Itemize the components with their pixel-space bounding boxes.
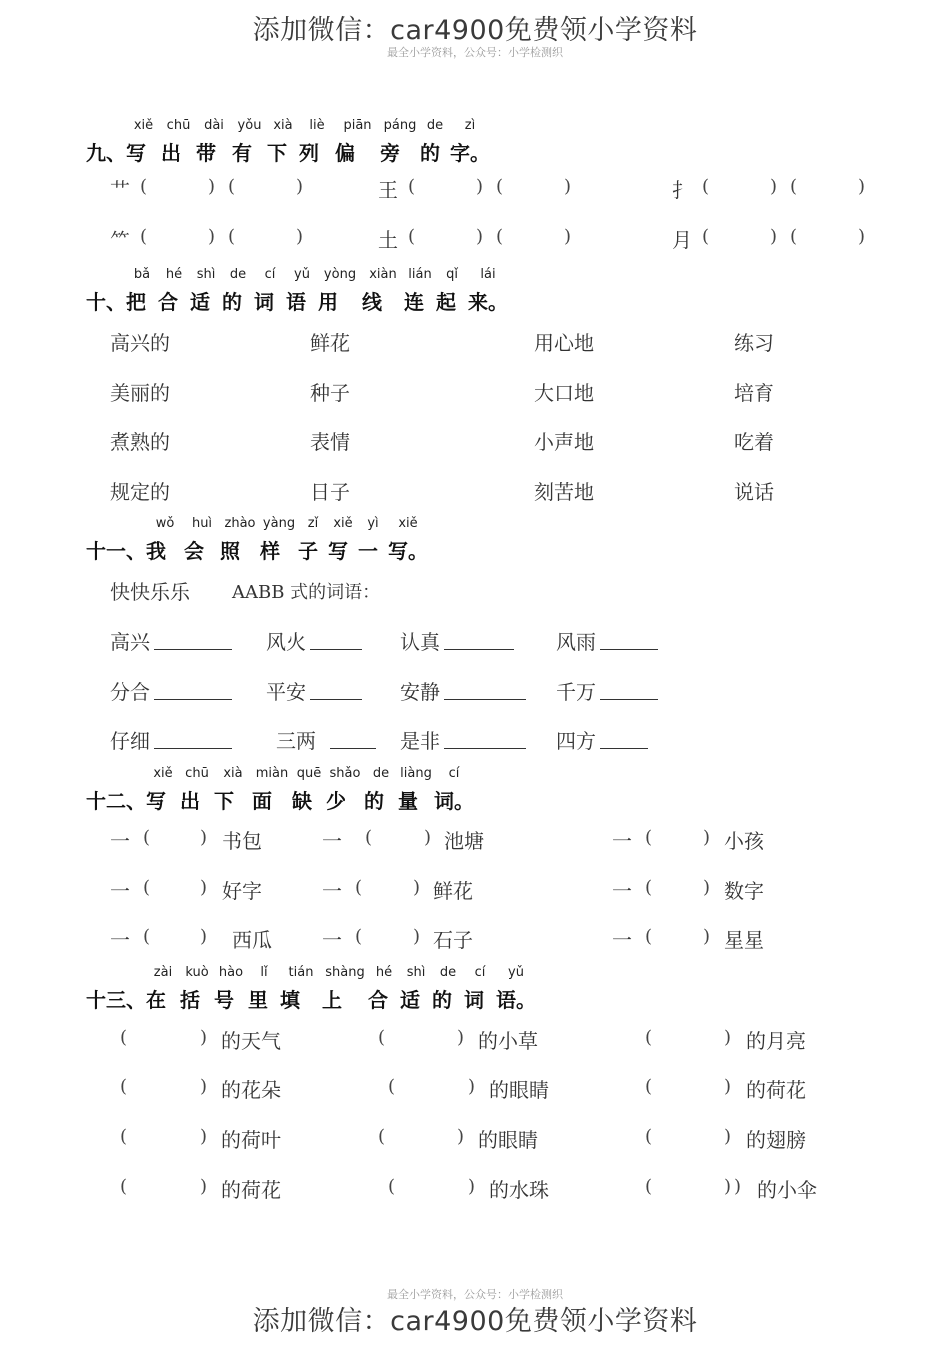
pinyin: piān — [343, 118, 372, 133]
match-word: 高兴的 — [110, 331, 170, 355]
pinyin: xiě — [133, 118, 154, 133]
noun: 书包 — [222, 829, 262, 853]
paren-close: ) — [208, 226, 216, 247]
descriptor-noun: 的翅膀 — [746, 1128, 806, 1152]
paren-open: ( — [645, 1076, 653, 1097]
match-word: 说话 — [734, 480, 774, 504]
paren-close: ) — [200, 1126, 208, 1147]
descriptor-noun: 的眼睛 — [489, 1078, 549, 1102]
section-12-heading — [86, 766, 474, 814]
paren-open: ( — [496, 176, 504, 197]
pinyin: de — [439, 965, 457, 980]
answer-blank[interactable] — [600, 728, 648, 749]
pinyin: xiě — [153, 766, 173, 781]
pinyin: de — [229, 267, 247, 282]
aabb-prompt: 三两 — [276, 729, 316, 753]
paren-open: ( — [140, 226, 148, 247]
heading-char: 缺 quē — [292, 766, 322, 813]
paren-open: ( — [408, 176, 416, 197]
aabb-prompt: 安静 — [400, 680, 440, 704]
pinyin: shì — [406, 965, 426, 980]
paren-close: ) — [200, 926, 208, 947]
match-word: 练习 — [734, 331, 774, 355]
section-number: 十二、 — [86, 789, 146, 813]
pinyin: cí — [448, 766, 460, 781]
match-word: 煮熟的 — [110, 430, 170, 454]
answer-blank[interactable] — [154, 728, 232, 749]
noun: 星星 — [724, 928, 764, 952]
heading-char: 线 xiàn — [362, 267, 397, 314]
radical: 扌 — [672, 178, 692, 202]
pinyin: dài — [204, 118, 224, 133]
answer-blank[interactable] — [444, 679, 526, 700]
heading-char: 面 miàn — [252, 766, 289, 813]
paren-open: ( — [790, 176, 798, 197]
heading-char: 词 cí — [254, 267, 276, 314]
noun: 石子 — [433, 928, 473, 952]
pinyin: chū — [185, 766, 209, 781]
paren-close: ) — [703, 827, 711, 848]
heading-char: 语 yǔ — [286, 267, 310, 314]
pinyin: páng — [383, 118, 417, 133]
measure-prefix: 一 — [322, 879, 342, 903]
match-word: 表情 — [310, 430, 350, 454]
paren-close: ) — [703, 926, 711, 947]
pinyin: lián — [408, 267, 432, 282]
paren-open: ( — [120, 1126, 128, 1147]
aabb-prompt: 认真 — [400, 630, 440, 654]
heading-char: 旁 páng — [380, 118, 417, 165]
descriptor-noun: 的花朵 — [221, 1078, 281, 1102]
pinyin: quē — [296, 766, 322, 781]
heading-char: 少 shǎo — [326, 766, 361, 813]
heading-char: 偏 piān — [335, 118, 372, 165]
noun: 池塘 — [444, 829, 484, 853]
example-word: 快快乐乐 — [110, 580, 190, 604]
paren-open: ( — [378, 1027, 386, 1048]
paren-close: ) — [770, 226, 778, 247]
descriptor-noun: 的水珠 — [489, 1178, 549, 1202]
noun: 小孩 — [724, 829, 764, 853]
descriptor-noun: 的小草 — [478, 1029, 538, 1053]
heading-char: 的 de — [364, 766, 390, 813]
radical: 月 — [672, 228, 692, 252]
heading-char: 上 shàng — [322, 965, 365, 1012]
pinyin: zhào — [224, 516, 256, 531]
pinyin: cí — [474, 965, 486, 980]
paren-open: ( — [355, 926, 363, 947]
pinyin: zì — [464, 118, 476, 133]
aabb-prompt: 高兴 — [110, 630, 150, 654]
paren-open: ( — [645, 877, 653, 898]
pinyin: yǔ — [508, 965, 524, 980]
match-word: 鲜花 — [310, 331, 350, 355]
radical: 艹 — [110, 178, 130, 202]
paren-open: ( — [120, 1076, 128, 1097]
match-word: 种子 — [310, 381, 350, 405]
measure-prefix: 一 — [110, 928, 130, 952]
pinyin: yòng — [323, 267, 357, 282]
answer-blank[interactable] — [154, 679, 232, 700]
heading-char: 合 hé — [158, 267, 183, 314]
paren-open: ( — [143, 827, 151, 848]
measure-prefix: 一 — [612, 879, 632, 903]
paren-close: ) — [724, 1176, 732, 1197]
paren-open: ( — [228, 226, 236, 247]
paren-close: ) — [770, 176, 778, 197]
paren-open: ( — [702, 176, 710, 197]
pinyin: huì — [191, 516, 213, 531]
paren-close: ) — [564, 176, 572, 197]
answer-blank[interactable] — [600, 629, 658, 650]
section-number: 九、 — [86, 141, 126, 165]
paren-close-extra: ) — [734, 1176, 742, 1197]
heading-char: 合 hé — [368, 965, 393, 1012]
paren-close: ) — [457, 1126, 465, 1147]
paren-close: ) — [858, 176, 866, 197]
pinyin: shì — [196, 267, 216, 282]
answer-blank[interactable] — [444, 629, 514, 650]
heading-char: 会 huì — [184, 516, 213, 563]
aabb-prompt: 四方 — [556, 729, 596, 753]
heading-char: 样 yàng — [260, 516, 296, 563]
heading-char: 下 xià — [214, 766, 243, 813]
heading-char: 号 hào — [214, 965, 244, 1012]
paren-close: ) — [476, 226, 484, 247]
answer-blank[interactable] — [310, 679, 362, 700]
heading-char: 把 bǎ — [126, 267, 151, 314]
pinyin: qǐ — [446, 267, 458, 282]
aabb-prompt: 是非 — [400, 729, 440, 753]
pinyin: zǐ — [307, 516, 319, 531]
paren-close: ) — [200, 1027, 208, 1048]
answer-blank[interactable] — [154, 629, 232, 650]
paren-open: ( — [496, 226, 504, 247]
aabb-prompt: 千万 — [556, 680, 596, 704]
pinyin: yì — [367, 516, 379, 531]
descriptor-noun: 的眼睛 — [478, 1128, 538, 1152]
measure-prefix: 一 — [612, 928, 632, 952]
pinyin: yǔ — [294, 267, 310, 282]
heading-char: 写。 xiě — [388, 516, 428, 563]
match-word: 规定的 — [110, 480, 170, 504]
section-10-heading — [86, 267, 508, 315]
heading-char: 来。 lái — [468, 267, 508, 314]
heading-char: 适 shì — [190, 267, 216, 314]
radical: 土 — [378, 228, 398, 252]
paren-open: ( — [645, 926, 653, 947]
heading-char: 写 xiě — [328, 516, 353, 563]
heading-char: 带 dài — [196, 118, 224, 165]
watermark-banner-bottom: 添加微信：car4900免费领小学资料 — [252, 1306, 698, 1337]
pinyin: de — [372, 766, 390, 781]
heading-char: 适 shì — [400, 965, 426, 1012]
noun: 数字 — [724, 879, 764, 903]
match-word: 美丽的 — [110, 381, 170, 405]
paren-close: ) — [296, 176, 304, 197]
watermark-banner-top: 添加微信：car4900免费领小学资料 — [252, 15, 698, 46]
pinyin: xiě — [398, 516, 418, 531]
paren-close: ) — [457, 1027, 465, 1048]
heading-char: 的 de — [432, 965, 457, 1012]
paren-open: ( — [378, 1126, 386, 1147]
paren-open: ( — [645, 1176, 653, 1197]
paren-open: ( — [365, 827, 373, 848]
heading-char: 写 xiě — [146, 766, 173, 813]
heading-char: 词 cí — [464, 965, 486, 1012]
heading-char: 写 xiě — [126, 118, 154, 165]
measure-prefix: 一 — [110, 829, 130, 853]
paren-close: ) — [200, 877, 208, 898]
section-number: 十一、 — [86, 539, 146, 563]
pinyin: hé — [165, 267, 183, 282]
section-13-heading — [86, 965, 536, 1013]
paren-close: ) — [413, 926, 421, 947]
answer-blank[interactable] — [600, 679, 658, 700]
aabb-prompt: 仔细 — [110, 729, 150, 753]
heading-char: 照 zhào — [220, 516, 256, 563]
paren-close: ) — [468, 1076, 476, 1097]
paren-close: ) — [208, 176, 216, 197]
paren-open: ( — [143, 877, 151, 898]
pinyin: xiàn — [369, 267, 397, 282]
match-word: 用心地 — [534, 331, 594, 355]
pinyin: shàng — [325, 965, 365, 980]
heading-char: 子 zǐ — [298, 516, 319, 563]
aabb-prompt: 风雨 — [556, 630, 596, 654]
pinyin: de — [426, 118, 444, 133]
paren-close: ) — [200, 1076, 208, 1097]
pinyin: wǒ — [155, 516, 175, 531]
paren-open: ( — [388, 1076, 396, 1097]
pinyin: yǒu — [237, 118, 262, 133]
paren-close: ) — [724, 1126, 732, 1147]
heading-char: 里 lǐ — [248, 965, 268, 1012]
paren-open: ( — [143, 926, 151, 947]
pinyin: miàn — [255, 766, 289, 781]
heading-char: 在 zài — [146, 965, 173, 1012]
paren-open: ( — [120, 1176, 128, 1197]
heading-char: 下 xià — [267, 118, 293, 165]
paren-close: ) — [200, 827, 208, 848]
paren-open: ( — [228, 176, 236, 197]
paren-close: ) — [413, 877, 421, 898]
paren-close: ) — [200, 1176, 208, 1197]
measure-prefix: 一 — [322, 928, 342, 952]
pinyin: zài — [153, 965, 173, 980]
descriptor-noun: 的荷花 — [746, 1078, 806, 1102]
section-number: 十三、 — [86, 988, 146, 1012]
heading-char: 连 lián — [404, 267, 432, 314]
paren-open: ( — [702, 226, 710, 247]
answer-blank[interactable] — [330, 728, 376, 749]
descriptor-noun: 的月亮 — [746, 1029, 806, 1053]
descriptor-noun: 的荷叶 — [221, 1128, 281, 1152]
heading-char: 字。 zì — [450, 118, 490, 165]
measure-prefix: 一 — [322, 829, 342, 853]
pinyin: cí — [264, 267, 276, 282]
match-word: 大口地 — [534, 381, 594, 405]
pinyin: kuò — [185, 965, 209, 980]
pinyin: liàng — [400, 766, 432, 781]
descriptor-noun: 的天气 — [221, 1029, 281, 1053]
paren-close: ) — [724, 1076, 732, 1097]
heading-char: 出 chū — [161, 118, 191, 165]
match-word: 日子 — [310, 480, 350, 504]
paren-close: ) — [468, 1176, 476, 1197]
heading-char: 的 de — [420, 118, 444, 165]
descriptor-noun: 的荷花 — [221, 1178, 281, 1202]
watermark-subnote-top: 最全小学资料，公众号：小学检测织 — [387, 46, 563, 59]
section-9-heading — [86, 118, 490, 166]
heading-char: 填 tián — [280, 965, 314, 1012]
heading-char: 我 wǒ — [146, 516, 175, 563]
heading-char: 用 yòng — [318, 267, 357, 314]
aabb-prompt: 平安 — [266, 680, 306, 704]
heading-char: 的 de — [222, 267, 247, 314]
paren-open: ( — [408, 226, 416, 247]
noun: 鲜花 — [433, 879, 473, 903]
pinyin: xiě — [333, 516, 353, 531]
paren-close: ) — [703, 877, 711, 898]
paren-open: ( — [790, 226, 798, 247]
paren-open: ( — [355, 877, 363, 898]
descriptor-noun: 的小伞 — [757, 1178, 817, 1202]
match-word: 吃着 — [734, 430, 774, 454]
pinyin: xià — [223, 766, 243, 781]
paren-open: ( — [645, 1027, 653, 1048]
measure-prefix: 一 — [110, 879, 130, 903]
heading-char: 列 liè — [299, 118, 325, 165]
paren-open: ( — [120, 1027, 128, 1048]
heading-char: 括 kuò — [180, 965, 209, 1012]
paren-open: ( — [140, 176, 148, 197]
paren-close: ) — [476, 176, 484, 197]
heading-char: 出 chū — [180, 766, 209, 813]
paren-open: ( — [645, 1126, 653, 1147]
aabb-prompt: 风火 — [266, 630, 306, 654]
section-number: 十、 — [86, 290, 126, 314]
example-note: AABB 式的词语： — [232, 582, 381, 603]
pinyin: lái — [480, 267, 496, 282]
paren-close: ) — [424, 827, 432, 848]
aabb-prompt: 分合 — [110, 680, 150, 704]
paren-close: ) — [724, 1027, 732, 1048]
match-word: 培育 — [734, 381, 774, 405]
watermark-subnote-bottom: 最全小学资料，公众号：小学检测织 — [387, 1288, 563, 1301]
heading-char: 起 qǐ — [436, 267, 458, 314]
pinyin: chū — [166, 118, 191, 133]
pinyin: hé — [375, 965, 393, 980]
match-word: 刻苦地 — [534, 480, 594, 504]
section-11-heading — [86, 516, 428, 564]
heading-char: 语。 yǔ — [496, 965, 536, 1012]
heading-char: 一 yì — [358, 516, 379, 563]
noun: 西瓜 — [232, 928, 272, 952]
pinyin: bǎ — [133, 267, 151, 282]
pinyin: lǐ — [260, 965, 268, 980]
radical: ⺮ — [110, 228, 130, 252]
paren-open: ( — [388, 1176, 396, 1197]
radical: 王 — [378, 178, 398, 202]
answer-blank[interactable] — [310, 629, 362, 650]
answer-blank[interactable] — [444, 728, 526, 749]
pinyin: liè — [309, 118, 325, 133]
noun: 好字 — [222, 879, 262, 903]
paren-close: ) — [564, 226, 572, 247]
pinyin: shǎo — [329, 766, 361, 781]
heading-char: 词。 cí — [434, 766, 474, 813]
paren-close: ) — [296, 226, 304, 247]
paren-close: ) — [858, 226, 866, 247]
heading-char: 有 yǒu — [232, 118, 262, 165]
heading-char: 量 liàng — [398, 766, 432, 813]
pinyin: hào — [218, 965, 244, 980]
pinyin: yàng — [262, 516, 296, 531]
match-word: 小声地 — [534, 430, 594, 454]
pinyin: tián — [288, 965, 314, 980]
pinyin: xià — [273, 118, 293, 133]
measure-prefix: 一 — [612, 829, 632, 853]
paren-open: ( — [645, 827, 653, 848]
